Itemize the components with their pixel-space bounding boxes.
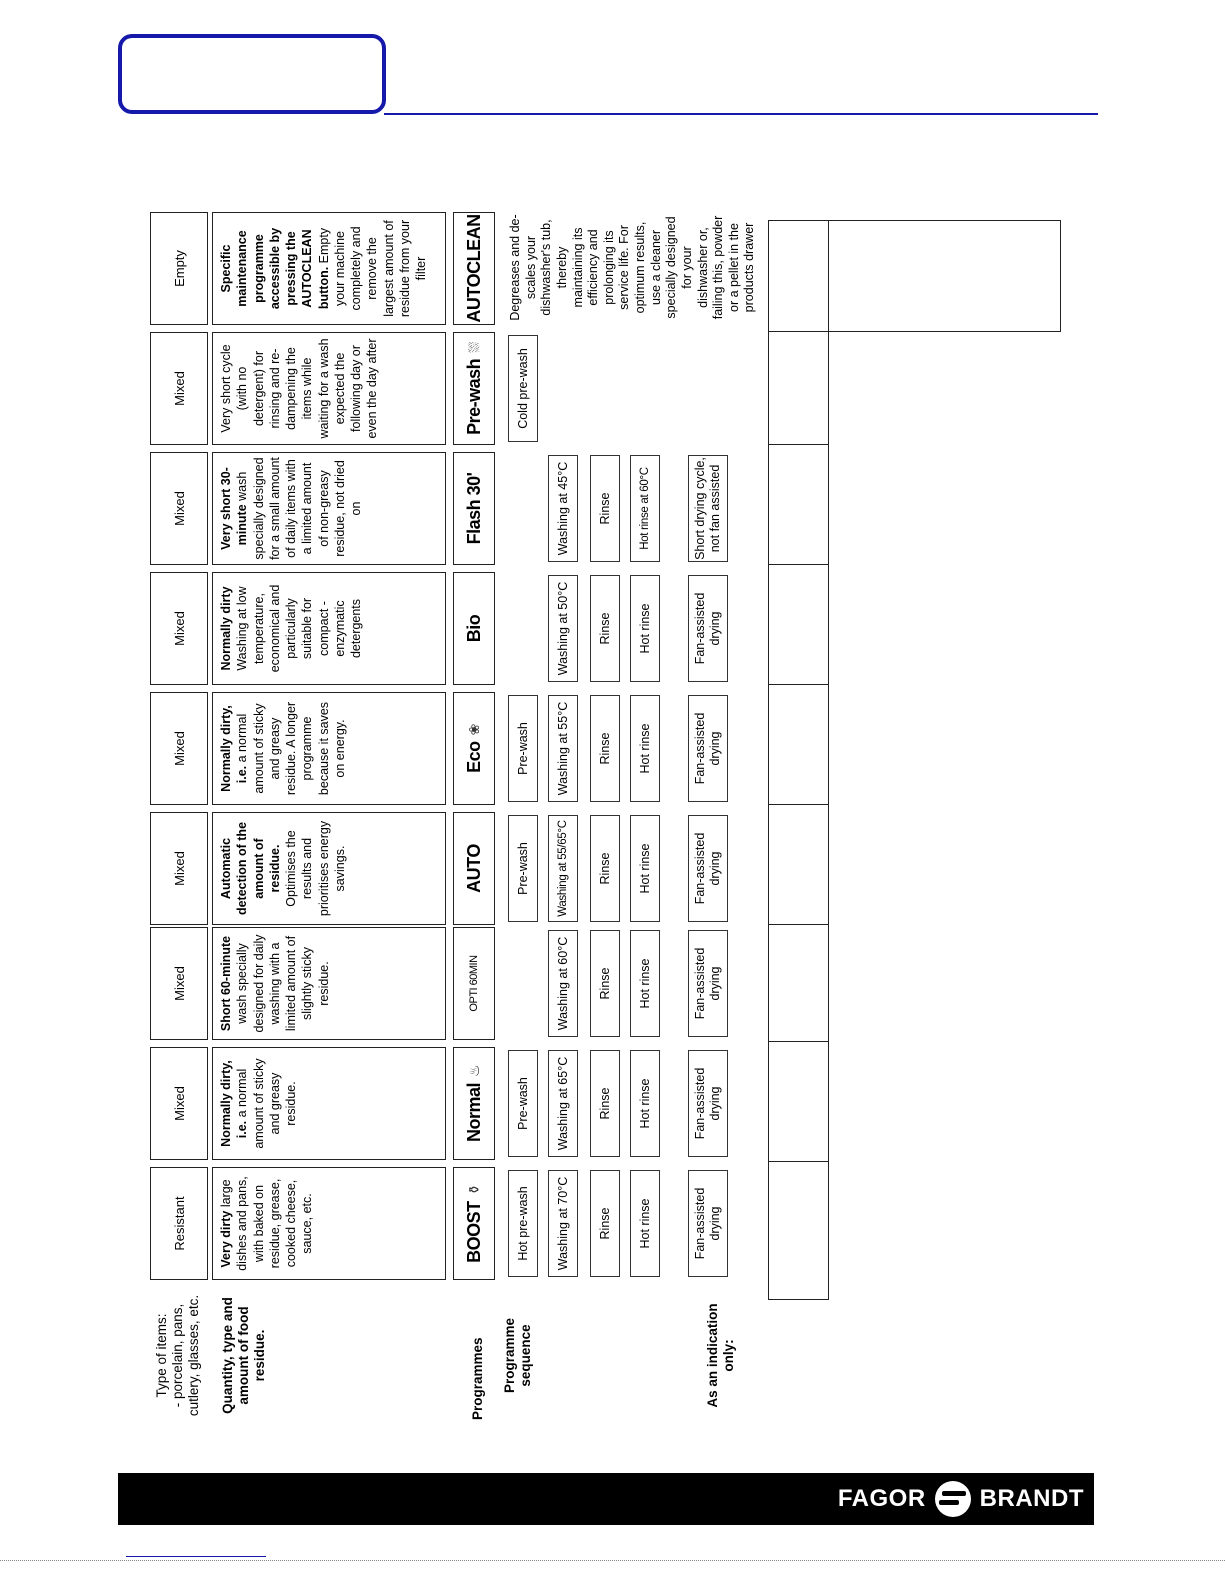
description-bold: Normally dirty, i.e. bbox=[219, 705, 250, 792]
description-bold: Normally dirty bbox=[219, 586, 233, 671]
programme-name: Bio bbox=[463, 614, 484, 643]
sequence-step: Hot rinse bbox=[630, 575, 660, 682]
programme-cell bbox=[453, 692, 495, 805]
drying-cell: Fan-assisted drying bbox=[688, 575, 728, 682]
label-programmes: Programmes bbox=[470, 1337, 485, 1420]
label-programme-sequence: Programme sequence bbox=[502, 1317, 534, 1394]
type-cell: Empty bbox=[150, 212, 208, 325]
description-text bbox=[218, 1172, 316, 1275]
description-body: wash specially designed for daily washing with a limited amount of slightly sticky residue. bbox=[235, 934, 331, 1033]
label-indication: As an indication only: bbox=[705, 1303, 737, 1408]
description-bold: Automatic detection of the amount of residue. bbox=[219, 821, 282, 916]
description-body: a normal amount of sticky and greasy residue. bbox=[235, 1058, 298, 1149]
brand-mark-icon bbox=[935, 1481, 971, 1517]
programme-cell bbox=[453, 1047, 495, 1160]
description-body: Washing at low temperature, economical and particularly suitable for compact - enzymatic detergents bbox=[235, 584, 363, 673]
drying-cell: Fan-assisted drying bbox=[688, 1050, 728, 1157]
description-cell bbox=[212, 572, 446, 685]
type-cell: Resistant bbox=[150, 1167, 208, 1280]
description-text bbox=[218, 337, 381, 440]
type-cell: Mixed bbox=[150, 692, 208, 805]
description-cell bbox=[212, 212, 446, 325]
sequence-step: Rinse bbox=[590, 575, 620, 682]
description-body: Very short cycle (with no detergent) for rinsing and re-dampening the items while waiting for a wash expected the following day or even the day after bbox=[219, 338, 380, 439]
description-cell bbox=[212, 812, 446, 925]
grid-divider bbox=[768, 1161, 828, 1162]
brand-logo bbox=[838, 1473, 1084, 1525]
sequence-step: Hot rinse bbox=[630, 695, 660, 802]
programme-table bbox=[150, 214, 765, 1430]
grid-divider bbox=[768, 331, 828, 332]
type-cell: Mixed bbox=[150, 927, 208, 1040]
description-bold: Very short 30-minute bbox=[219, 467, 250, 550]
label-quantity: Quantity, type and amount of food residue. bbox=[220, 1297, 268, 1414]
sequence-step: Hot pre-wash bbox=[508, 1170, 538, 1277]
sequence-step: Rinse bbox=[590, 695, 620, 802]
grid-mid bbox=[828, 220, 829, 1300]
grid-ext-right bbox=[768, 220, 1060, 221]
description-cell bbox=[212, 452, 446, 565]
dishes-icon: ♨ bbox=[465, 1064, 482, 1078]
type-cell: Mixed bbox=[150, 572, 208, 685]
description-bold: Normally dirty, i.e. bbox=[219, 1060, 250, 1147]
type-cell: Mixed bbox=[150, 1047, 208, 1160]
drying-cell: Fan-assisted drying bbox=[688, 695, 728, 802]
description-body: Empty your machine completely and remove the largest amount of residue from your filter bbox=[316, 219, 428, 318]
grid-ext-bottom bbox=[1060, 220, 1061, 332]
description-cell bbox=[212, 692, 446, 805]
programme-name: OPTI 60MIN bbox=[468, 955, 480, 1012]
drying-cell: Fan-assisted drying bbox=[688, 1170, 728, 1277]
drying-cell: Fan-assisted drying bbox=[688, 930, 728, 1037]
description-cell bbox=[212, 927, 446, 1040]
programme-cell bbox=[453, 927, 495, 1040]
description-body: large dishes and pans, with baked on residue, grease, cooked cheese, sauce, etc. bbox=[219, 1176, 315, 1271]
description-cell bbox=[212, 332, 446, 445]
description-body: Optimises the results and prioritises energy savings. bbox=[284, 820, 347, 917]
description-text bbox=[218, 577, 364, 680]
autoclean-note: Degreases and de-scales your dishwasher's tub, thereby maintaining its efficiency and prolonging its service life. For optimum results, use a cleaner specially designed for your dishwasher or, failing this, powder or a pellet in the products drawer bbox=[508, 214, 757, 321]
header-frame bbox=[118, 34, 386, 114]
drying-cell: Short drying cycle, not fan assisted bbox=[688, 455, 728, 562]
description-text bbox=[218, 1052, 299, 1155]
sequence-step: Hot rinse bbox=[630, 1050, 660, 1157]
description-body: wash specially designed for a small amount of daily items with a limited amount of non-greasy residue, not dried on bbox=[235, 457, 363, 560]
brand-left: FAGOR bbox=[837, 1485, 926, 1512]
grid-left bbox=[768, 1299, 828, 1300]
pot-icon: ⚱ bbox=[465, 1184, 482, 1196]
bottom-link-underline bbox=[126, 1556, 266, 1557]
drying-cell: Fan-assisted drying bbox=[688, 815, 728, 922]
sequence-step: Hot rinse bbox=[630, 1170, 660, 1277]
sequence-step: Washing at 55/65°C bbox=[548, 815, 578, 922]
grid-divider bbox=[768, 804, 828, 805]
sequence-step: Washing at 65°C bbox=[548, 1050, 578, 1157]
programme-cell bbox=[453, 212, 495, 325]
sequence-step: Rinse bbox=[590, 1050, 620, 1157]
programme-cell bbox=[453, 812, 495, 925]
sequence-step: Pre-wash bbox=[508, 815, 538, 922]
shower-icon: ⛆ bbox=[465, 342, 482, 353]
eco-icon: ❀ bbox=[465, 724, 482, 736]
sequence-step: Pre-wash bbox=[508, 695, 538, 802]
type-cell: Mixed bbox=[150, 452, 208, 565]
description-cell bbox=[212, 1167, 446, 1280]
description-text bbox=[218, 697, 348, 800]
page-edge-dots bbox=[0, 1560, 1225, 1561]
programme-name: Pre-wash bbox=[463, 358, 484, 435]
description-text bbox=[218, 817, 348, 920]
sequence-step: Washing at 55°C bbox=[548, 695, 578, 802]
type-cell: Mixed bbox=[150, 332, 208, 445]
sequence-step: Rinse bbox=[590, 815, 620, 922]
description-cell bbox=[212, 1047, 446, 1160]
description-bold: Specific maintenance programme accessible by pressing the AUTOCLEAN button. bbox=[219, 227, 331, 310]
description-body: a normal amount of sticky and greasy residue. A longer programme because it saves on energy. bbox=[235, 701, 347, 796]
programme-name: AUTO bbox=[463, 844, 484, 893]
description-bold: Very dirty bbox=[219, 1210, 233, 1268]
sequence-step: Rinse bbox=[590, 455, 620, 562]
programme-cell bbox=[453, 332, 495, 445]
sequence-step: Hot rinse bbox=[630, 930, 660, 1037]
type-cell: Mixed bbox=[150, 812, 208, 925]
sequence-step: Rinse bbox=[590, 1170, 620, 1277]
sequence-step: Pre-wash bbox=[508, 1050, 538, 1157]
sequence-step: Washing at 45°C bbox=[548, 455, 578, 562]
grid-divider bbox=[768, 1041, 828, 1042]
grid-divider bbox=[768, 444, 828, 445]
programme-cell bbox=[453, 572, 495, 685]
programme-name: AUTOCLEAN bbox=[463, 214, 484, 323]
grid-divider bbox=[768, 924, 828, 925]
programme-name: Eco bbox=[463, 741, 484, 773]
brand-right: BRANDT bbox=[979, 1485, 1084, 1512]
sequence-step: Washing at 70°C bbox=[548, 1170, 578, 1277]
sequence-step: Hot rinse at 60°C bbox=[630, 455, 660, 562]
description-text bbox=[218, 932, 332, 1035]
description-text bbox=[218, 457, 364, 560]
programme-cell bbox=[453, 1167, 495, 1280]
programme-cell bbox=[453, 452, 495, 565]
description-bold: Short 60-minute bbox=[219, 935, 233, 1032]
sequence-step: Rinse bbox=[590, 930, 620, 1037]
programme-name: Normal bbox=[463, 1083, 484, 1143]
programme-name: BOOST bbox=[463, 1201, 484, 1263]
footer-bar bbox=[118, 1473, 1094, 1525]
description-text bbox=[218, 217, 429, 320]
sequence-step: Washing at 50°C bbox=[548, 575, 578, 682]
header-rule bbox=[384, 113, 1098, 115]
sequence-step: Washing at 60°C bbox=[548, 930, 578, 1037]
sequence-step: Cold pre-wash bbox=[508, 335, 538, 442]
grid-divider bbox=[768, 564, 828, 565]
grid-top bbox=[768, 220, 769, 1300]
label-type-of-items: Type of items: - porcelain, pans, cutlery, glasses, etc. bbox=[154, 1294, 202, 1417]
programme-name: Flash 30' bbox=[463, 472, 484, 545]
grid-divider bbox=[768, 684, 828, 685]
grid-ext-left bbox=[828, 331, 1060, 332]
sequence-step: Hot rinse bbox=[630, 815, 660, 922]
